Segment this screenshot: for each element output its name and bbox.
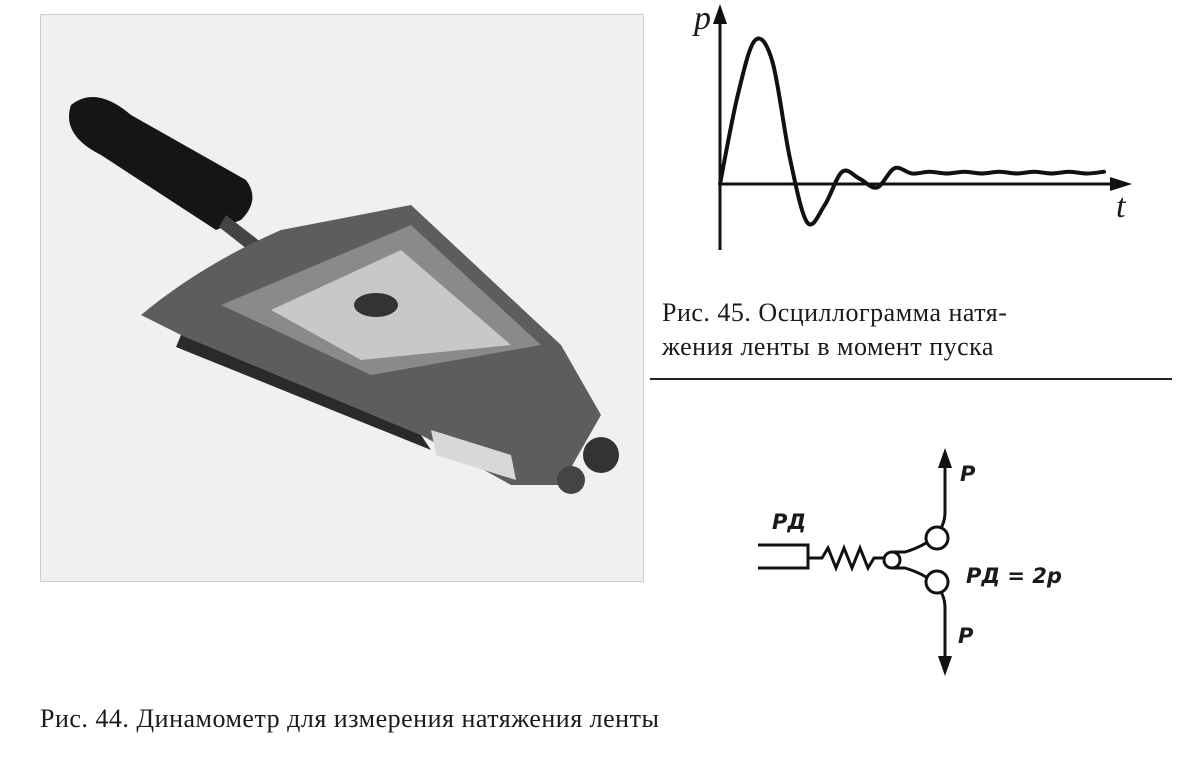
schematic-svg: [740, 440, 1120, 690]
label-p-top: P: [960, 462, 976, 486]
spring: [808, 548, 885, 568]
arrow-up: [938, 448, 952, 468]
x-axis-label: t: [1116, 188, 1126, 225]
arrow-down: [938, 656, 952, 676]
figure-45-caption-line2: жения ленты в момент пуска: [662, 332, 994, 361]
upper-roller: [926, 527, 948, 549]
divider-line: [650, 378, 1172, 380]
label-pd: PД: [772, 510, 807, 534]
y-axis-arrow: [713, 4, 727, 24]
tension-oscillogram-chart: [686, 0, 1146, 262]
center-pulley: [884, 552, 900, 568]
figure-45-caption-line1: Рис. 45. Осциллограмма натя-: [662, 298, 1008, 327]
label-p-bottom: P: [958, 624, 974, 648]
figure-45-caption: [662, 296, 1162, 364]
tension-schematic: [740, 440, 1120, 690]
dynamometer-bracket: [758, 545, 808, 568]
tension-curve: [720, 39, 1104, 225]
dynamometer-photo: [40, 14, 644, 582]
figure-44-caption: Рис. 44. Динамометр для измерения натяжения ленты: [40, 704, 660, 733]
oscillogram-svg: [686, 0, 1146, 262]
lower-roller: [926, 571, 948, 593]
label-equation: PД = 2p: [966, 564, 1062, 588]
y-axis-label: p: [694, 0, 711, 37]
